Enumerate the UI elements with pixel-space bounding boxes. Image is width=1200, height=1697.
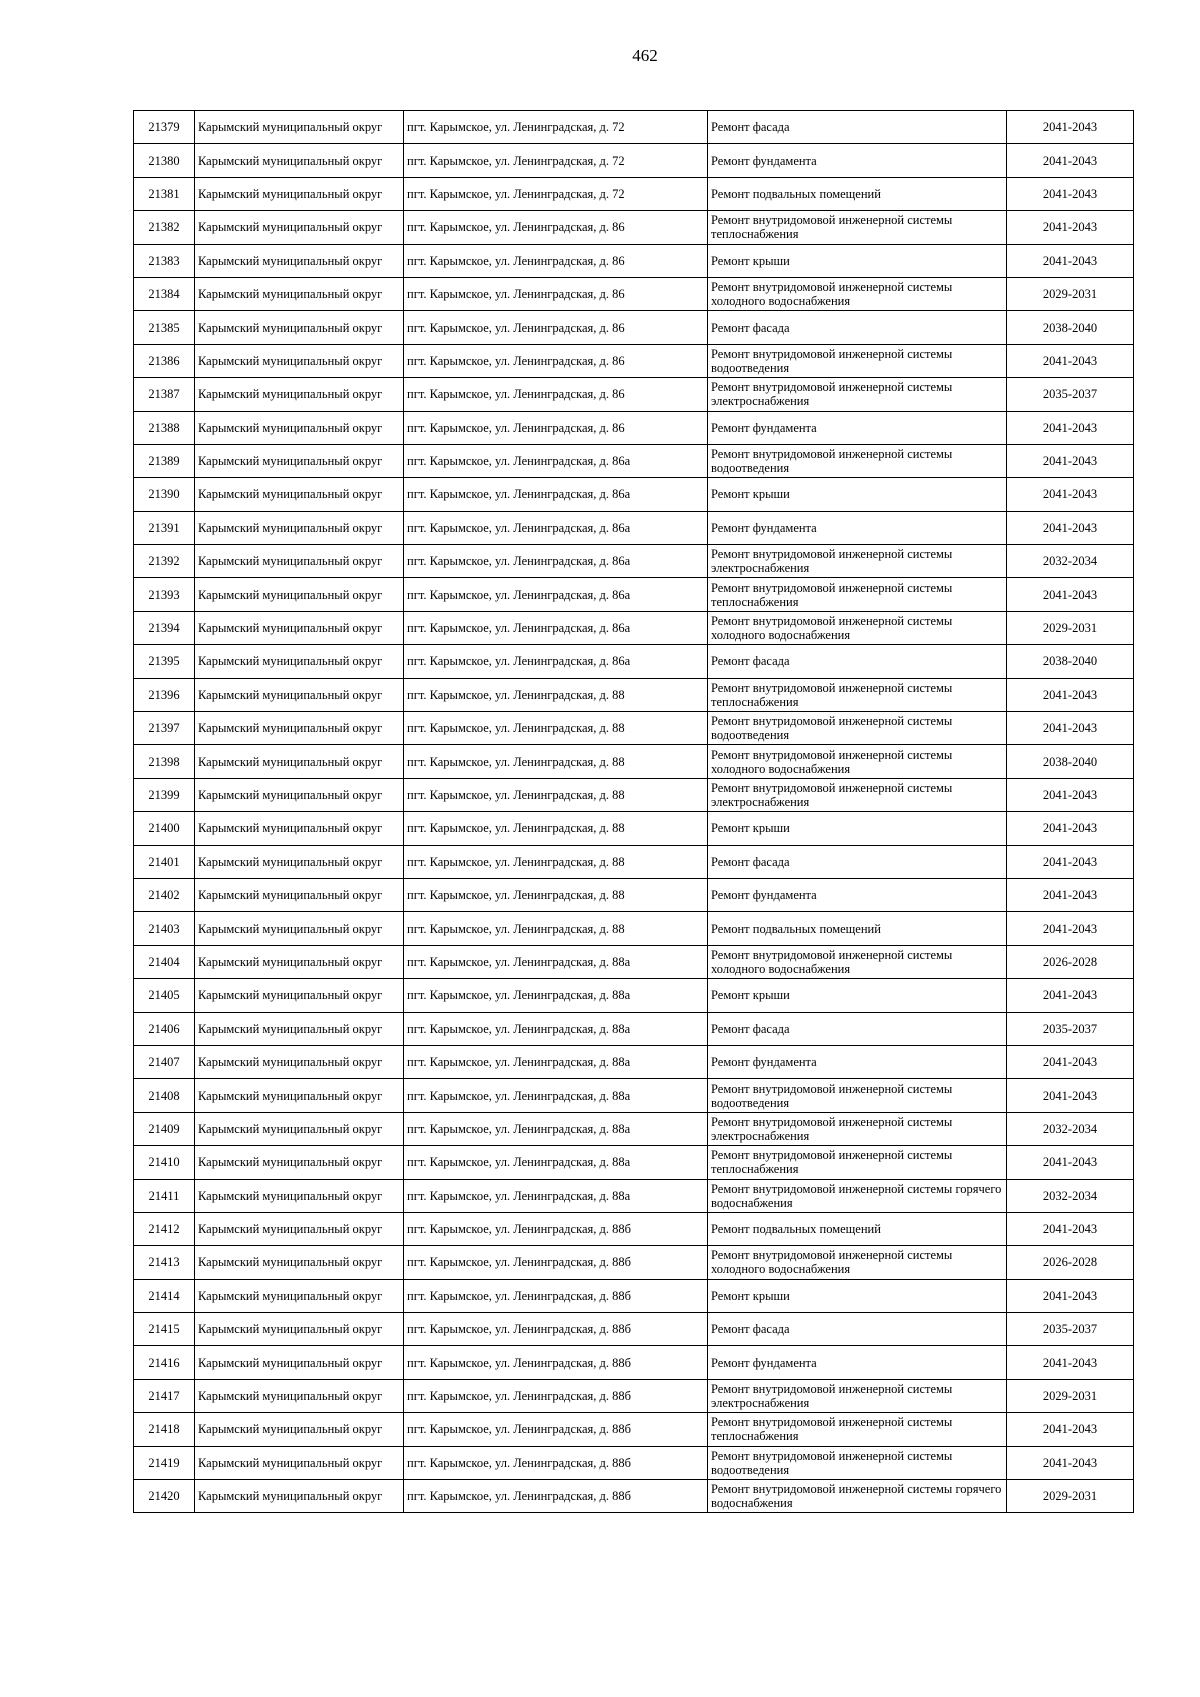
cell-period: 2041-2043 [1007,144,1134,177]
cell-period: 2029-2031 [1007,611,1134,644]
cell-work-type: Ремонт внутридомовой инженерной системы электроснабжения [708,778,1007,811]
cell-record-number: 21409 [134,1112,195,1145]
cell-address: пгт. Карымское, ул. Ленинградская, д. 88а [404,945,708,978]
table-row [134,1012,1134,1045]
table-row [134,611,1134,644]
cell-address: пгт. Карымское, ул. Ленинградская, д. 88б [404,1279,708,1312]
cell-period: 2041-2043 [1007,478,1134,511]
table-row [134,1246,1134,1279]
cell-period: 2026-2028 [1007,945,1134,978]
table-row [134,712,1134,745]
table-row [134,244,1134,277]
table-row [134,177,1134,210]
cell-municipality: Карымский муниципальный округ [195,311,404,344]
cell-address: пгт. Карымское, ул. Ленинградская, д. 86а [404,611,708,644]
cell-work-type: Ремонт крыши [708,244,1007,277]
cell-period: 2041-2043 [1007,878,1134,911]
cell-municipality: Карымский муниципальный округ [195,979,404,1012]
table-row [134,645,1134,678]
cell-municipality: Карымский муниципальный округ [195,1212,404,1245]
table-row [134,979,1134,1012]
cell-address: пгт. Карымское, ул. Ленинградская, д. 86а [404,478,708,511]
cell-record-number: 21419 [134,1446,195,1479]
cell-work-type: Ремонт внутридомовой инженерной системы водоотведения [708,712,1007,745]
cell-record-number: 21394 [134,611,195,644]
cell-record-number: 21401 [134,845,195,878]
table-row [134,945,1134,978]
cell-address: пгт. Карымское, ул. Ленинградская, д. 88 [404,712,708,745]
cell-municipality: Карымский муниципальный округ [195,778,404,811]
table-row [134,1346,1134,1379]
cell-work-type: Ремонт внутридомовой инженерной системы электроснабжения [708,545,1007,578]
cell-address: пгт. Карымское, ул. Ленинградская, д. 88 [404,845,708,878]
table-row [134,444,1134,477]
cell-record-number: 21407 [134,1045,195,1078]
cell-work-type: Ремонт фасада [708,1313,1007,1346]
cell-period: 2041-2043 [1007,111,1134,144]
cell-work-type: Ремонт внутридомовой инженерной системы электроснабжения [708,1379,1007,1412]
cell-record-number: 21384 [134,277,195,310]
cell-period: 2041-2043 [1007,1413,1134,1446]
cell-address: пгт. Карымское, ул. Ленинградская, д. 86 [404,411,708,444]
cell-address: пгт. Карымское, ул. Ленинградская, д. 86 [404,277,708,310]
cell-work-type: Ремонт внутридомовой инженерной системы теплоснабжения [708,578,1007,611]
cell-municipality: Карымский муниципальный округ [195,578,404,611]
cell-period: 2041-2043 [1007,979,1134,1012]
cell-period: 2029-2031 [1007,1379,1134,1412]
cell-municipality: Карымский муниципальный округ [195,277,404,310]
cell-period: 2035-2037 [1007,1313,1134,1346]
cell-work-type: Ремонт крыши [708,478,1007,511]
cell-address: пгт. Карымское, ул. Ленинградская, д. 86а [404,645,708,678]
cell-municipality: Карымский муниципальный округ [195,678,404,711]
cell-work-type: Ремонт фундамента [708,1346,1007,1379]
cell-municipality: Карымский муниципальный округ [195,945,404,978]
table-row [134,411,1134,444]
cell-period: 2041-2043 [1007,712,1134,745]
cell-work-type: Ремонт внутридомовой инженерной системы холодного водоснабжения [708,745,1007,778]
cell-municipality: Карымский муниципальный округ [195,1379,404,1412]
cell-municipality: Карымский муниципальный округ [195,344,404,377]
cell-record-number: 21416 [134,1346,195,1379]
cell-work-type: Ремонт внутридомовой инженерной системы горячего водоснабжения [708,1480,1007,1513]
cell-work-type: Ремонт фасада [708,111,1007,144]
table-row [134,1212,1134,1245]
cell-address: пгт. Карымское, ул. Ленинградская, д. 86а [404,545,708,578]
cell-record-number: 21388 [134,411,195,444]
cell-work-type: Ремонт фасада [708,311,1007,344]
cell-municipality: Карымский муниципальный округ [195,378,404,411]
cell-period: 2041-2043 [1007,211,1134,244]
cell-period: 2038-2040 [1007,311,1134,344]
cell-record-number: 21400 [134,812,195,845]
cell-record-number: 21420 [134,1480,195,1513]
cell-record-number: 21399 [134,778,195,811]
cell-record-number: 21395 [134,645,195,678]
cell-address: пгт. Карымское, ул. Ленинградская, д. 88б [404,1346,708,1379]
table-row [134,144,1134,177]
cell-period: 2041-2043 [1007,845,1134,878]
cell-work-type: Ремонт внутридомовой инженерной системы водоотведения [708,344,1007,377]
cell-municipality: Карымский муниципальный округ [195,111,404,144]
cell-municipality: Карымский муниципальный округ [195,1279,404,1312]
cell-work-type: Ремонт фундамента [708,511,1007,544]
cell-work-type: Ремонт внутридомовой инженерной системы теплоснабжения [708,211,1007,244]
cell-period: 2041-2043 [1007,1045,1134,1078]
cell-work-type: Ремонт внутридомовой инженерной системы электроснабжения [708,378,1007,411]
cell-record-number: 21408 [134,1079,195,1112]
cell-work-type: Ремонт фундамента [708,878,1007,911]
cell-work-type: Ремонт фасада [708,1012,1007,1045]
cell-record-number: 21403 [134,912,195,945]
cell-municipality: Карымский муниципальный округ [195,244,404,277]
cell-period: 2041-2043 [1007,578,1134,611]
cell-municipality: Карымский муниципальный округ [195,1480,404,1513]
cell-municipality: Карымский муниципальный округ [195,1045,404,1078]
cell-address: пгт. Карымское, ул. Ленинградская, д. 86а [404,511,708,544]
cell-municipality: Карымский муниципальный округ [195,1413,404,1446]
cell-municipality: Карымский муниципальный округ [195,545,404,578]
cell-address: пгт. Карымское, ул. Ленинградская, д. 88б [404,1379,708,1412]
table-row [134,1379,1134,1412]
cell-record-number: 21380 [134,144,195,177]
cell-municipality: Карымский муниципальный округ [195,1313,404,1346]
cell-address: пгт. Карымское, ул. Ленинградская, д. 88 [404,678,708,711]
cell-record-number: 21412 [134,1212,195,1245]
cell-period: 2026-2028 [1007,1246,1134,1279]
table-row [134,1279,1134,1312]
cell-address: пгт. Карымское, ул. Ленинградская, д. 88б [404,1246,708,1279]
cell-work-type: Ремонт крыши [708,1279,1007,1312]
cell-record-number: 21385 [134,311,195,344]
cell-record-number: 21398 [134,745,195,778]
cell-work-type: Ремонт фундамента [708,144,1007,177]
cell-address: пгт. Карымское, ул. Ленинградская, д. 72 [404,177,708,210]
cell-period: 2038-2040 [1007,645,1134,678]
cell-work-type: Ремонт подвальных помещений [708,1212,1007,1245]
table-row [134,478,1134,511]
cell-address: пгт. Карымское, ул. Ленинградская, д. 72 [404,111,708,144]
cell-record-number: 21387 [134,378,195,411]
cell-record-number: 21397 [134,712,195,745]
cell-municipality: Карымский муниципальный округ [195,1179,404,1212]
cell-address: пгт. Карымское, ул. Ленинградская, д. 88а [404,1079,708,1112]
cell-record-number: 21405 [134,979,195,1012]
table-row [134,878,1134,911]
table-row [134,378,1134,411]
cell-municipality: Карымский муниципальный округ [195,611,404,644]
cell-work-type: Ремонт подвальных помещений [708,912,1007,945]
table-row [134,745,1134,778]
cell-municipality: Карымский муниципальный округ [195,812,404,845]
cell-work-type: Ремонт фасада [708,845,1007,878]
cell-period: 2041-2043 [1007,411,1134,444]
cell-address: пгт. Карымское, ул. Ленинградская, д. 88 [404,745,708,778]
cell-work-type: Ремонт подвальных помещений [708,177,1007,210]
cell-address: пгт. Карымское, ул. Ленинградская, д. 86 [404,211,708,244]
cell-address: пгт. Карымское, ул. Ленинградская, д. 88б [404,1313,708,1346]
table-row [134,511,1134,544]
cell-period: 2032-2034 [1007,1179,1134,1212]
cell-work-type: Ремонт фундамента [708,1045,1007,1078]
cell-period: 2032-2034 [1007,545,1134,578]
cell-address: пгт. Карымское, ул. Ленинградская, д. 88 [404,778,708,811]
cell-address: пгт. Карымское, ул. Ленинградская, д. 88 [404,812,708,845]
cell-period: 2041-2043 [1007,778,1134,811]
cell-record-number: 21381 [134,177,195,210]
cell-work-type: Ремонт внутридомовой инженерной системы горячего водоснабжения [708,1179,1007,1212]
cell-period: 2041-2043 [1007,1146,1134,1179]
cell-record-number: 21404 [134,945,195,978]
cell-address: пгт. Карымское, ул. Ленинградская, д. 88б [404,1446,708,1479]
cell-address: пгт. Карымское, ул. Ленинградская, д. 88б [404,1480,708,1513]
cell-period: 2029-2031 [1007,1480,1134,1513]
cell-address: пгт. Карымское, ул. Ленинградская, д. 88а [404,1012,708,1045]
cell-period: 2041-2043 [1007,177,1134,210]
cell-period: 2041-2043 [1007,244,1134,277]
cell-period: 2041-2043 [1007,511,1134,544]
cell-municipality: Карымский муниципальный округ [195,1079,404,1112]
cell-work-type: Ремонт внутридомовой инженерной системы теплоснабжения [708,1146,1007,1179]
cell-record-number: 21414 [134,1279,195,1312]
cell-municipality: Карымский муниципальный округ [195,211,404,244]
cell-period: 2035-2037 [1007,378,1134,411]
cell-record-number: 21402 [134,878,195,911]
table-row [134,912,1134,945]
cell-address: пгт. Карымское, ул. Ленинградская, д. 86 [404,244,708,277]
table-row [134,1413,1134,1446]
cell-work-type: Ремонт внутридомовой инженерной системы водоотведения [708,1079,1007,1112]
cell-record-number: 21382 [134,211,195,244]
cell-period: 2041-2043 [1007,344,1134,377]
cell-address: пгт. Карымское, ул. Ленинградская, д. 86 [404,344,708,377]
table-row [134,578,1134,611]
cell-work-type: Ремонт внутридомовой инженерной системы водоотведения [708,1446,1007,1479]
cell-address: пгт. Карымское, ул. Ленинградская, д. 88 [404,878,708,911]
cell-period: 2041-2043 [1007,444,1134,477]
table-row [134,1112,1134,1145]
cell-period: 2041-2043 [1007,1212,1134,1245]
cell-work-type: Ремонт внутридомовой инженерной системы теплоснабжения [708,1413,1007,1446]
cell-address: пгт. Карымское, ул. Ленинградская, д. 88 [404,912,708,945]
table-row [134,1446,1134,1479]
cell-municipality: Карымский муниципальный округ [195,878,404,911]
table-body [134,111,1134,1513]
table-row [134,344,1134,377]
cell-address: пгт. Карымское, ул. Ленинградская, д. 86 [404,378,708,411]
cell-municipality: Карымский муниципальный округ [195,645,404,678]
cell-municipality: Карымский муниципальный округ [195,1346,404,1379]
cell-municipality: Карымский муниципальный округ [195,444,404,477]
cell-municipality: Карымский муниципальный округ [195,511,404,544]
cell-municipality: Карымский муниципальный округ [195,912,404,945]
cell-municipality: Карымский муниципальный округ [195,411,404,444]
cell-municipality: Карымский муниципальный округ [195,1246,404,1279]
cell-record-number: 21418 [134,1413,195,1446]
cell-record-number: 21383 [134,244,195,277]
cell-municipality: Карымский муниципальный округ [195,177,404,210]
cell-address: пгт. Карымское, ул. Ленинградская, д. 88а [404,1045,708,1078]
repair-schedule-table [133,110,1134,1513]
table-row [134,678,1134,711]
table-row [134,1045,1134,1078]
cell-period: 2029-2031 [1007,277,1134,310]
table-row [134,1179,1134,1212]
cell-record-number: 21389 [134,444,195,477]
table-row [134,311,1134,344]
cell-record-number: 21386 [134,344,195,377]
cell-record-number: 21390 [134,478,195,511]
cell-record-number: 21393 [134,578,195,611]
table-row [134,812,1134,845]
cell-address: пгт. Карымское, ул. Ленинградская, д. 86а [404,444,708,477]
table-row [134,1480,1134,1513]
cell-municipality: Карымский муниципальный округ [195,712,404,745]
table-row [134,1079,1134,1112]
cell-record-number: 21417 [134,1379,195,1412]
cell-address: пгт. Карымское, ул. Ленинградская, д. 88а [404,1179,708,1212]
cell-period: 2041-2043 [1007,678,1134,711]
cell-municipality: Карымский муниципальный округ [195,845,404,878]
cell-municipality: Карымский муниципальный округ [195,745,404,778]
cell-municipality: Карымский муниципальный округ [195,1446,404,1479]
cell-municipality: Карымский муниципальный округ [195,1012,404,1045]
table-row [134,845,1134,878]
cell-work-type: Ремонт внутридомовой инженерной системы холодного водоснабжения [708,945,1007,978]
cell-work-type: Ремонт внутридомовой инженерной системы холодного водоснабжения [708,1246,1007,1279]
cell-record-number: 21396 [134,678,195,711]
cell-work-type: Ремонт внутридомовой инженерной системы водоотведения [708,444,1007,477]
table-row [134,1146,1134,1179]
table-row [134,211,1134,244]
table-row [134,111,1134,144]
cell-municipality: Карымский муниципальный округ [195,144,404,177]
cell-record-number: 21410 [134,1146,195,1179]
cell-period: 2041-2043 [1007,1079,1134,1112]
cell-record-number: 21413 [134,1246,195,1279]
cell-work-type: Ремонт фундамента [708,411,1007,444]
cell-period: 2041-2043 [1007,1279,1134,1312]
cell-address: пгт. Карымское, ул. Ленинградская, д. 88б [404,1413,708,1446]
cell-record-number: 21415 [134,1313,195,1346]
cell-period: 2038-2040 [1007,745,1134,778]
cell-period: 2035-2037 [1007,1012,1134,1045]
page-number: 462 [632,46,658,65]
cell-address: пгт. Карымское, ул. Ленинградская, д. 86 [404,311,708,344]
cell-address: пгт. Карымское, ул. Ленинградская, д. 72 [404,144,708,177]
cell-record-number: 21392 [134,545,195,578]
cell-period: 2041-2043 [1007,912,1134,945]
table-row [134,545,1134,578]
cell-address: пгт. Карымское, ул. Ленинградская, д. 86а [404,578,708,611]
cell-address: пгт. Карымское, ул. Ленинградская, д. 88а [404,979,708,1012]
table-row [134,277,1134,310]
cell-period: 2041-2043 [1007,1446,1134,1479]
cell-work-type: Ремонт крыши [708,979,1007,1012]
cell-address: пгт. Карымское, ул. Ленинградская, д. 88а [404,1146,708,1179]
cell-work-type: Ремонт крыши [708,812,1007,845]
cell-record-number: 21406 [134,1012,195,1045]
cell-municipality: Карымский муниципальный округ [195,478,404,511]
cell-record-number: 21391 [134,511,195,544]
cell-address: пгт. Карымское, ул. Ленинградская, д. 88а [404,1112,708,1145]
cell-municipality: Карымский муниципальный округ [195,1112,404,1145]
cell-municipality: Карымский муниципальный округ [195,1146,404,1179]
cell-record-number: 21411 [134,1179,195,1212]
cell-work-type: Ремонт внутридомовой инженерной системы теплоснабжения [708,678,1007,711]
table-row [134,778,1134,811]
table-row [134,1313,1134,1346]
cell-period: 2041-2043 [1007,812,1134,845]
cell-work-type: Ремонт фасада [708,645,1007,678]
cell-period: 2041-2043 [1007,1346,1134,1379]
cell-work-type: Ремонт внутридомовой инженерной системы холодного водоснабжения [708,277,1007,310]
cell-work-type: Ремонт внутридомовой инженерной системы электроснабжения [708,1112,1007,1145]
cell-address: пгт. Карымское, ул. Ленинградская, д. 88б [404,1212,708,1245]
cell-work-type: Ремонт внутридомовой инженерной системы холодного водоснабжения [708,611,1007,644]
cell-record-number: 21379 [134,111,195,144]
cell-period: 2032-2034 [1007,1112,1134,1145]
